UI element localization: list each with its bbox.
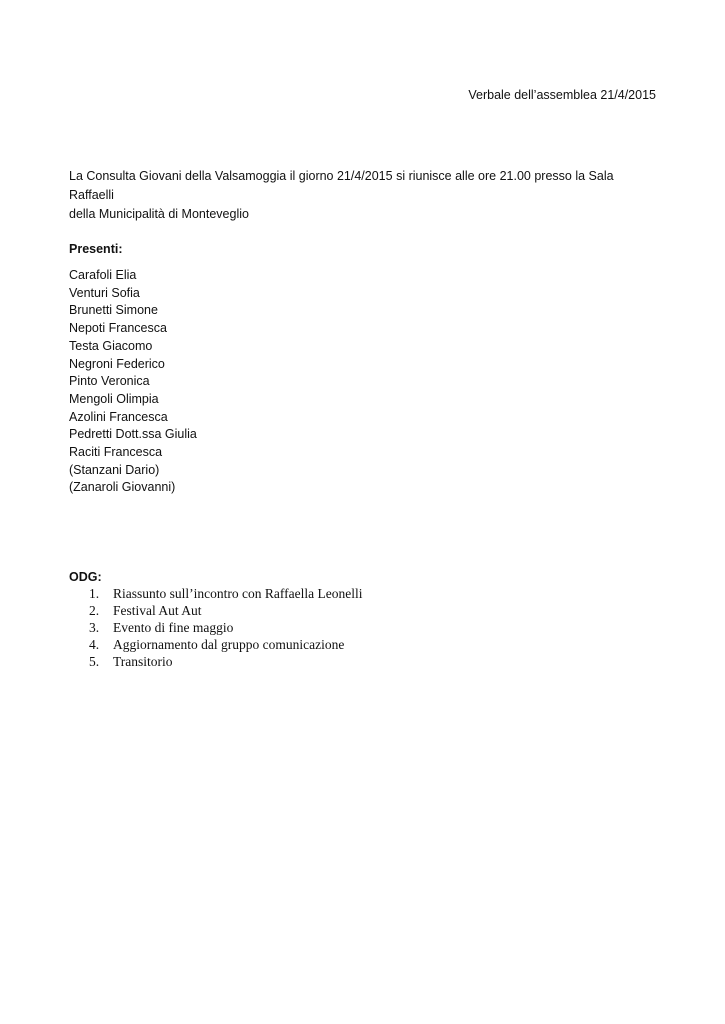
agenda-item-number: 4.: [89, 637, 100, 652]
attendee-item: (Zanaroli Giovanni): [69, 480, 176, 495]
agenda-item-number: 1.: [89, 586, 100, 601]
intro-line: della Municipalità di Monteveglio: [69, 207, 249, 221]
agenda-item: [69, 619, 362, 636]
agenda-item-number: 5.: [89, 654, 100, 669]
attendee-item: Carafoli Elia: [69, 268, 137, 282]
attendee-item: Raciti Francesca: [69, 445, 163, 460]
agenda-item-text: Evento di fine maggio: [113, 620, 234, 635]
agenda-item: [69, 636, 362, 653]
attendees-list: [69, 267, 197, 497]
intro-line: La Consulta Giovani della Valsamoggia il giorno 21/4/2015 si riunisce alle ore 21.00 presso la Sala Raffaelli: [69, 169, 614, 202]
attendee-item: Venturi Sofia: [69, 285, 140, 300]
agenda-heading: ODG:: [69, 570, 102, 584]
agenda-item-number: 3.: [89, 620, 100, 635]
agenda-list: [69, 585, 362, 670]
agenda-item-text: Transitorio: [113, 654, 173, 669]
attendee-item: Testa Giacomo: [69, 338, 153, 353]
attendee-item: Nepoti Francesca: [69, 321, 167, 336]
agenda-item: [69, 602, 362, 619]
intro-paragraph: [69, 167, 659, 224]
attendee-item: Brunetti Simone: [69, 303, 158, 318]
attendee-item: Pinto Veronica: [69, 374, 150, 389]
agenda-item-text: Festival Aut Aut: [113, 603, 202, 618]
attendee-item: Pedretti Dott.ssa Giulia: [69, 427, 197, 442]
attendee-item: Mengoli Olimpia: [69, 391, 159, 406]
document-title: Verbale dell’assemblea 21/4/2015: [468, 88, 656, 102]
attendee-item: (Stanzani Dario): [69, 462, 160, 477]
agenda-item-text: Riassunto sull’incontro con Raffaella Leonelli: [113, 586, 363, 601]
agenda-item: [69, 653, 362, 670]
agenda-item-number: 2.: [89, 603, 100, 618]
attendees-heading: Presenti:: [69, 242, 123, 256]
agenda-item-text: Aggiornamento dal gruppo comunicazione: [113, 637, 345, 652]
attendee-item: Negroni Federico: [69, 356, 165, 371]
agenda-item: [69, 585, 362, 602]
attendee-item: Azolini Francesca: [69, 409, 168, 424]
